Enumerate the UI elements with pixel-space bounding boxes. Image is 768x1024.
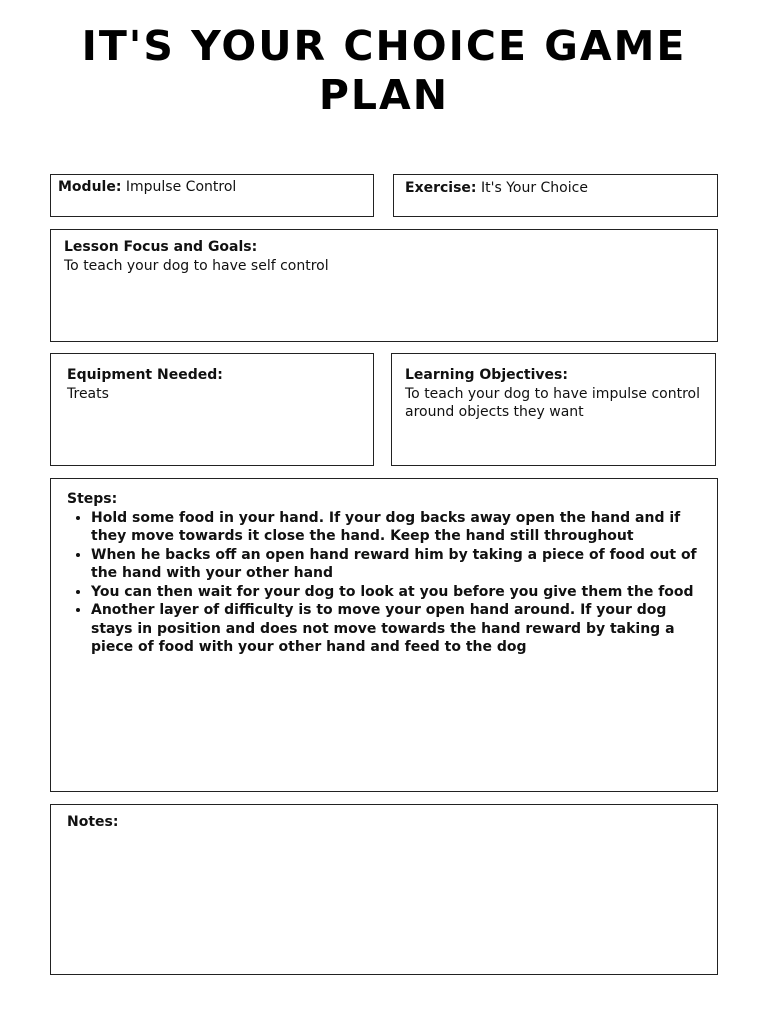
module-label: Module: [58,179,122,195]
step-item: • You can then wait for your dog to look at you before you give them the food [91,583,701,602]
step-item: • Hold some food in your hand. If your dog backs away open the hand and if they move towards it close the hand. Keep the hand still throughout [91,509,701,546]
exercise-label: Exercise: [405,180,477,196]
steps-box [50,478,718,792]
module-value: Impulse Control [125,179,237,195]
learning-objectives-box [391,353,716,466]
page-title: IT'S YOUR CHOICE GAME PLAN [81,22,687,119]
steps-list [67,509,701,657]
step-item: • Another layer of difficulty is to move your open hand around. If your dog stays in position and does not move towards the hand reward by taking a piece of food with your other hand and feed to the dog [91,601,701,657]
lesson-focus-label: Lesson Focus and Goals: [64,239,258,255]
notes-label: Notes: [67,814,119,830]
lesson-focus-value: To teach your dog to have self control [64,257,329,274]
learning-objectives-value: To teach your dog to have impulse control around objects they want [405,385,700,420]
learning-objectives-label: Learning Objectives: [405,367,568,383]
steps-label: Steps: [67,491,118,507]
lesson-focus-box [50,229,718,342]
module-box [50,174,374,217]
equipment-label: Equipment Needed: [67,367,223,383]
step-item: • When he backs off an open hand reward him by taking a piece of food out of the hand with your other hand [91,546,701,583]
equipment-value: Treats [67,385,109,402]
notes-box [50,804,718,975]
exercise-value: It's Your Choice [480,180,588,196]
equipment-box [50,353,374,466]
exercise-box [393,174,718,217]
